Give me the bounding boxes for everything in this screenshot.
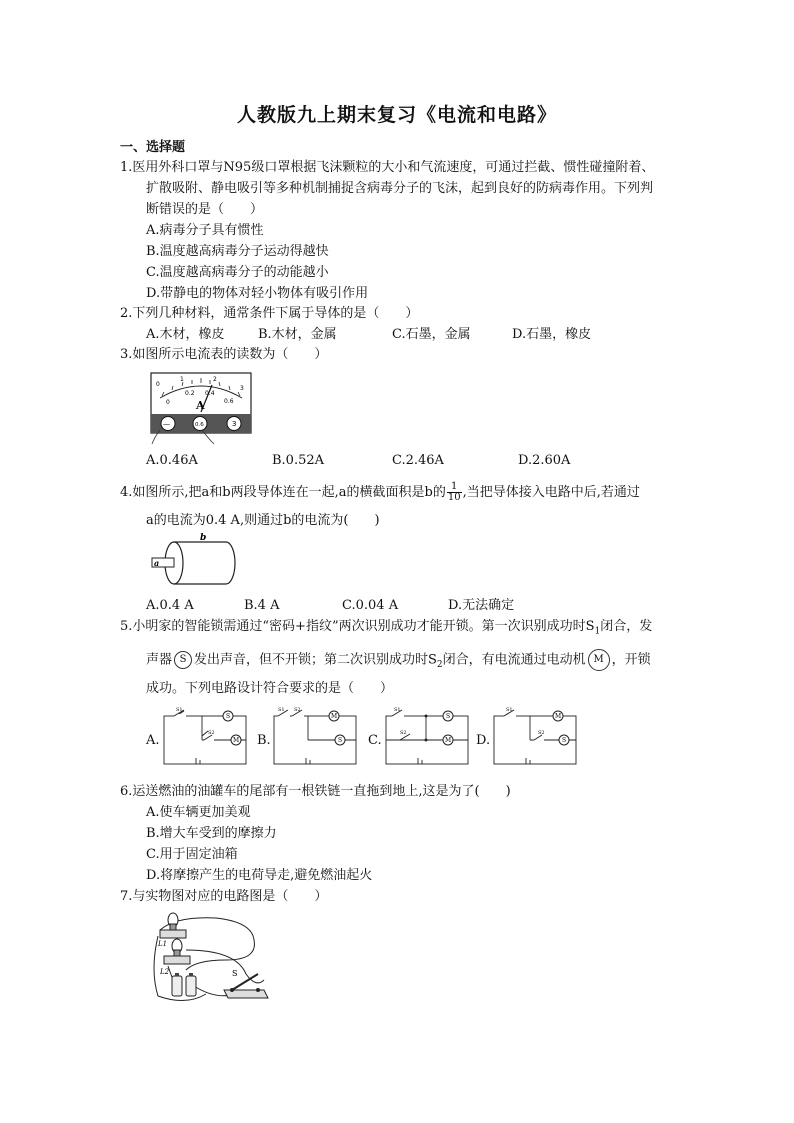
q3-option-d[interactable]: D.2.60A: [518, 453, 571, 468]
circuit-c[interactable]: [384, 708, 472, 768]
ammeter-figure: [150, 372, 252, 434]
circuit-c-s2-label: S2: [400, 730, 407, 736]
q3-option-c[interactable]: C.2.46A: [392, 453, 444, 468]
circuit-c-s1-label: S1: [394, 707, 401, 713]
terminal-06: 0.6: [195, 422, 204, 428]
circuit-d-s2-label: S2: [538, 730, 545, 736]
q1-option-c[interactable]: C.温度越高病毒分子的动能越小: [146, 265, 329, 280]
fraction-numerator: 1: [447, 482, 462, 493]
lamp-l1-label: L1: [158, 940, 168, 948]
q5-line1-pre: 5.小明家的智能锁需通过“密码+指纹”两次识别成功才能开锁。第一次识别成功时S: [120, 619, 595, 634]
q2-option-c[interactable]: C.石墨，金属: [392, 327, 471, 342]
q1-stem-line-3: 断错误的是（ ）: [146, 202, 264, 217]
circuit-c-motor: M: [445, 737, 452, 744]
q5-option-c[interactable]: C.: [368, 733, 382, 748]
ammeter-top-1: 1: [180, 376, 184, 383]
q2-option-b[interactable]: B.木材，金属: [258, 327, 337, 342]
section-heading: 一、选择题: [120, 140, 186, 155]
circuit-d-motor: M: [555, 713, 562, 720]
q5-stem-line-3: 成功。下列电路设计符合要求的是（ ）: [146, 681, 394, 696]
circuit-a[interactable]: [162, 708, 250, 768]
q1-stem-line-2: 扩散吸附、静电吸引等多种机制捕捉含病毒分子的飞沫，起到良好的防病毒作用。下列判: [146, 181, 654, 196]
circuit-b-s1-label: S1: [278, 707, 285, 713]
q3-option-a[interactable]: A.0.46A: [146, 453, 198, 468]
page-title: 人教版九上期末复习《电流和电路》: [236, 104, 557, 126]
q5-line2-mid: 发出声音，但不开锁；第二次识别成功时S: [194, 652, 437, 668]
q4-option-a[interactable]: A.0.4 A: [146, 598, 194, 613]
q5-option-d[interactable]: D.: [476, 733, 491, 748]
q6-option-a[interactable]: A.使车辆更加美观: [146, 805, 251, 820]
ammeter-bottom-06: 0.6: [224, 398, 234, 405]
q7-stem: 7.与实物图对应的电路图是（ ）: [120, 889, 328, 904]
lamp-l2-label: L2: [160, 968, 170, 976]
terminal-3: 3: [232, 420, 237, 428]
q1-option-d[interactable]: D.带静电的物体对轻小物体有吸引作用: [146, 286, 369, 301]
circuit-a-buzzer: S: [226, 713, 231, 720]
q5-option-b[interactable]: B.: [257, 733, 271, 748]
motor-icon: M: [588, 649, 610, 671]
circuit-a-s2-label: S2: [208, 730, 215, 736]
label-b: b: [200, 533, 207, 543]
buzzer-icon: S: [174, 651, 192, 669]
ammeter-bottom-02: 0.2: [185, 390, 195, 397]
q6-stem: 6.运送燃油的油罐车的尾部有一根铁链一直拖到地上,这是为了( ): [120, 784, 511, 799]
ammeter-zero-top: 0: [156, 381, 160, 388]
q5-line2-post: 闭合，有电流通过电动机: [442, 652, 586, 668]
physical-circuit-figure: [146, 910, 276, 1006]
circuit-d[interactable]: [492, 708, 580, 768]
q6-option-b[interactable]: B.增大车受到的摩擦力: [146, 826, 277, 841]
q1-option-a[interactable]: A.病毒分子具有惯性: [146, 223, 264, 238]
q6-option-c[interactable]: C.用于固定油箱: [146, 847, 238, 862]
q3-option-b[interactable]: B.0.52A: [272, 453, 325, 468]
fraction: [447, 482, 462, 503]
ammeter-bottom-04: 0.4: [205, 390, 215, 397]
q4-stem-line-2: a的电流为0.4 A,则通过b的电流为( ): [146, 513, 380, 528]
q4-option-c[interactable]: C.0.04 A: [342, 598, 399, 613]
q1-stem-line-1: 1.医用外科口罩与N95级口罩根据飞沫颗粒的大小和气流速度，可通过拦截、惯性碰撞附着、: [120, 160, 655, 175]
q5-sub-1: 1: [594, 626, 601, 637]
circuit-b-motor: M: [331, 713, 338, 720]
label-a: a: [154, 558, 160, 568]
circuit-b[interactable]: [272, 708, 360, 768]
q5-option-a[interactable]: A.: [146, 733, 160, 748]
q3-stem: 3.如图所示电流表的读数为（ ）: [120, 347, 328, 362]
fraction-denominator: 10: [447, 492, 461, 503]
circuit-a-motor: M: [233, 737, 240, 744]
q4-option-b[interactable]: B.4 A: [244, 598, 280, 613]
circuit-d-s1-label: S1: [506, 707, 513, 713]
ammeter-top-3: 3: [240, 385, 244, 392]
q6-option-d[interactable]: D.将摩擦产生的电荷导走,避免燃油起火: [146, 868, 373, 883]
switch-s-label: S: [232, 969, 238, 978]
q1-option-b[interactable]: B.温度越高病毒分子运动得越快: [146, 244, 329, 259]
q5-sub-2: 2: [436, 660, 443, 671]
q2-option-a[interactable]: A.木材，橡皮: [146, 327, 225, 342]
q2-option-d[interactable]: D.石墨，橡皮: [512, 327, 592, 342]
q5-line2-end: ，开锁: [611, 652, 651, 668]
circuit-a-s1-label: S1: [176, 707, 183, 713]
circuit-b-s2-label: S2: [294, 707, 301, 713]
ammeter-unit-label: A: [196, 399, 205, 412]
q5-stem-line-1: [120, 618, 652, 641]
terminal-negative: —: [163, 420, 170, 428]
circuit-c-buzzer: S: [446, 713, 451, 720]
q4-option-d[interactable]: D.无法确定: [448, 598, 515, 613]
q4-stem-post: ,当把导体接入电路中后,若通过: [462, 485, 640, 500]
q5-stem-line-2: [146, 649, 651, 674]
q2-stem: 2.下列几种材料，通常条件下属于导体的是（ ）: [120, 306, 419, 321]
ammeter-top-2: 2: [213, 376, 217, 383]
q4-stem-line-1: [120, 482, 640, 503]
q5-line1-post: 闭合，发: [600, 619, 653, 634]
circuit-d-buzzer: S: [562, 737, 567, 744]
q4-stem-pre: 4.如图所示,把a和b两段导体连在一起,a的横截面积是b的: [120, 485, 446, 500]
conductor-figure: [146, 533, 238, 588]
circuit-b-buzzer: S: [338, 737, 343, 744]
q5-line2-pre: 声器: [146, 652, 173, 668]
ammeter-bottom-0: 0: [166, 399, 170, 406]
